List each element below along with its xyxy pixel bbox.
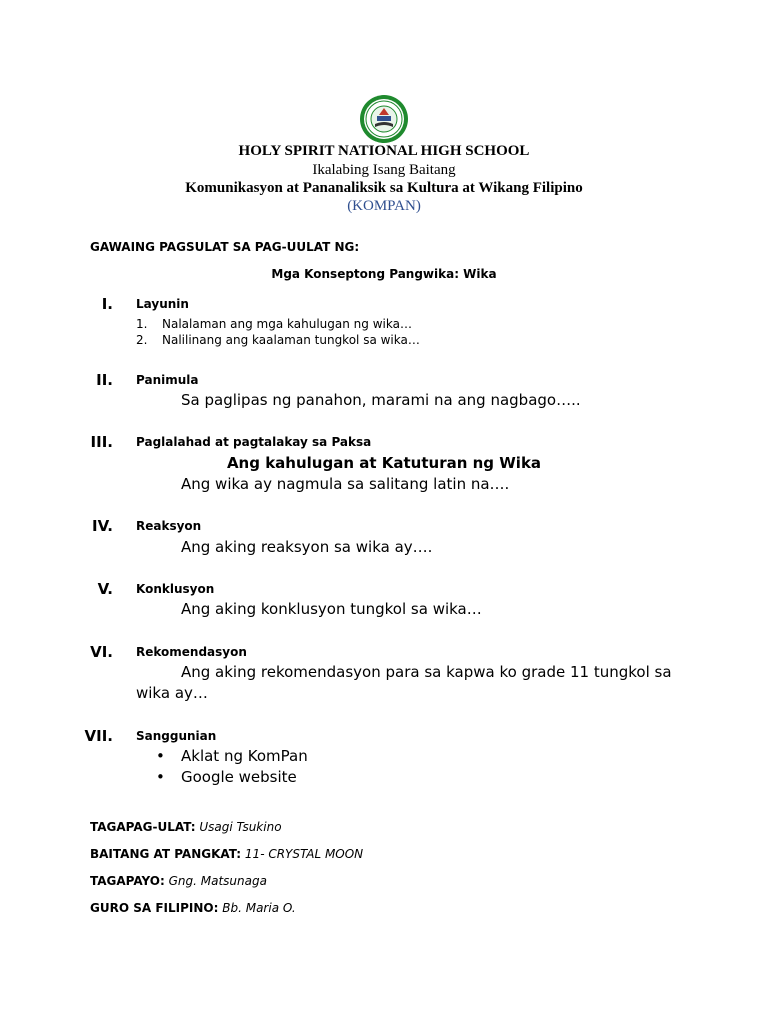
school-seal-icon [356, 93, 412, 145]
list-item: Nalalaman ang mga kahulugan ng wika… [162, 317, 412, 331]
task-title: GAWAING PAGSULAT SA PAG-UULAT NG: [90, 240, 360, 254]
reporter-line [90, 820, 282, 834]
adviser-label: TAGAPAYO: [90, 874, 165, 888]
reference-item: Google website [181, 768, 297, 786]
reference-item: Aklat ng KomPan [181, 747, 308, 765]
teacher-label: GURO SA FILIPINO: [90, 901, 219, 915]
section-text: Ang wika ay nagmula sa salitang latin na…. [181, 475, 510, 493]
section-text: Sa paglipas ng panahon, marami na ang nagbago….. [181, 391, 581, 409]
bullet-icon: • [156, 768, 165, 786]
section-title: Panimula [136, 373, 199, 387]
school-name: HOLY SPIRIT NATIONAL HIGH SCHOOL [238, 143, 530, 159]
grade-section-line [90, 847, 363, 861]
section-title: Paglalahad at pagtalakay sa Paksa [136, 435, 372, 449]
topic-title: Mga Konseptong Pangwika: Wika [271, 267, 497, 281]
adviser-name: Gng. Matsunaga [168, 874, 267, 888]
reporter-label: TAGAPAG-ULAT: [90, 820, 196, 834]
list-item-number: 1. [136, 317, 148, 331]
adviser-line [90, 874, 267, 888]
bullet-icon: • [156, 747, 165, 765]
teacher-line [90, 901, 296, 915]
section-number: IV. [92, 517, 113, 535]
section-title: Konklusyon [136, 582, 215, 596]
list-item-number: 2. [136, 333, 148, 347]
section-text-continued: wika ay… [136, 684, 208, 702]
section-text: Ang aking reaksyon sa wika ay…. [181, 538, 433, 556]
teacher-name: Bb. Maria O. [222, 901, 296, 915]
section-number: III. [90, 433, 113, 451]
subject-title: Komunikasyon at Pananaliksik sa Kultura at Wikang Filipino [185, 180, 583, 196]
section-number: II. [96, 371, 113, 389]
grade-section-label: BAITANG AT PANGKAT: [90, 847, 242, 861]
reporter-name: Usagi Tsukino [199, 820, 282, 834]
list-item: Nalilinang ang kaalaman tungkol sa wika… [162, 333, 420, 347]
section-number: VII. [84, 727, 113, 745]
section-title: Reaksyon [136, 519, 202, 533]
section-number: V. [97, 580, 113, 598]
section-text: Ang aking rekomendasyon para sa kapwa ko grade 11 tungkol sa [181, 663, 672, 681]
grade-level: Ikalabing Isang Baitang [312, 162, 456, 178]
section-title: Layunin [136, 297, 189, 311]
grade-section-value: 11- CRYSTAL MOON [244, 847, 364, 861]
section-heading: Ang kahulugan at Katuturan ng Wika [226, 454, 542, 472]
section-text: Ang aking konklusyon tungkol sa wika… [181, 600, 482, 618]
section-number: I. [101, 295, 113, 313]
subject-abbreviation: (KOMPAN) [347, 198, 421, 214]
section-title: Sanggunian [136, 729, 217, 743]
section-number: VI. [90, 643, 113, 661]
section-title: Rekomendasyon [136, 645, 247, 659]
